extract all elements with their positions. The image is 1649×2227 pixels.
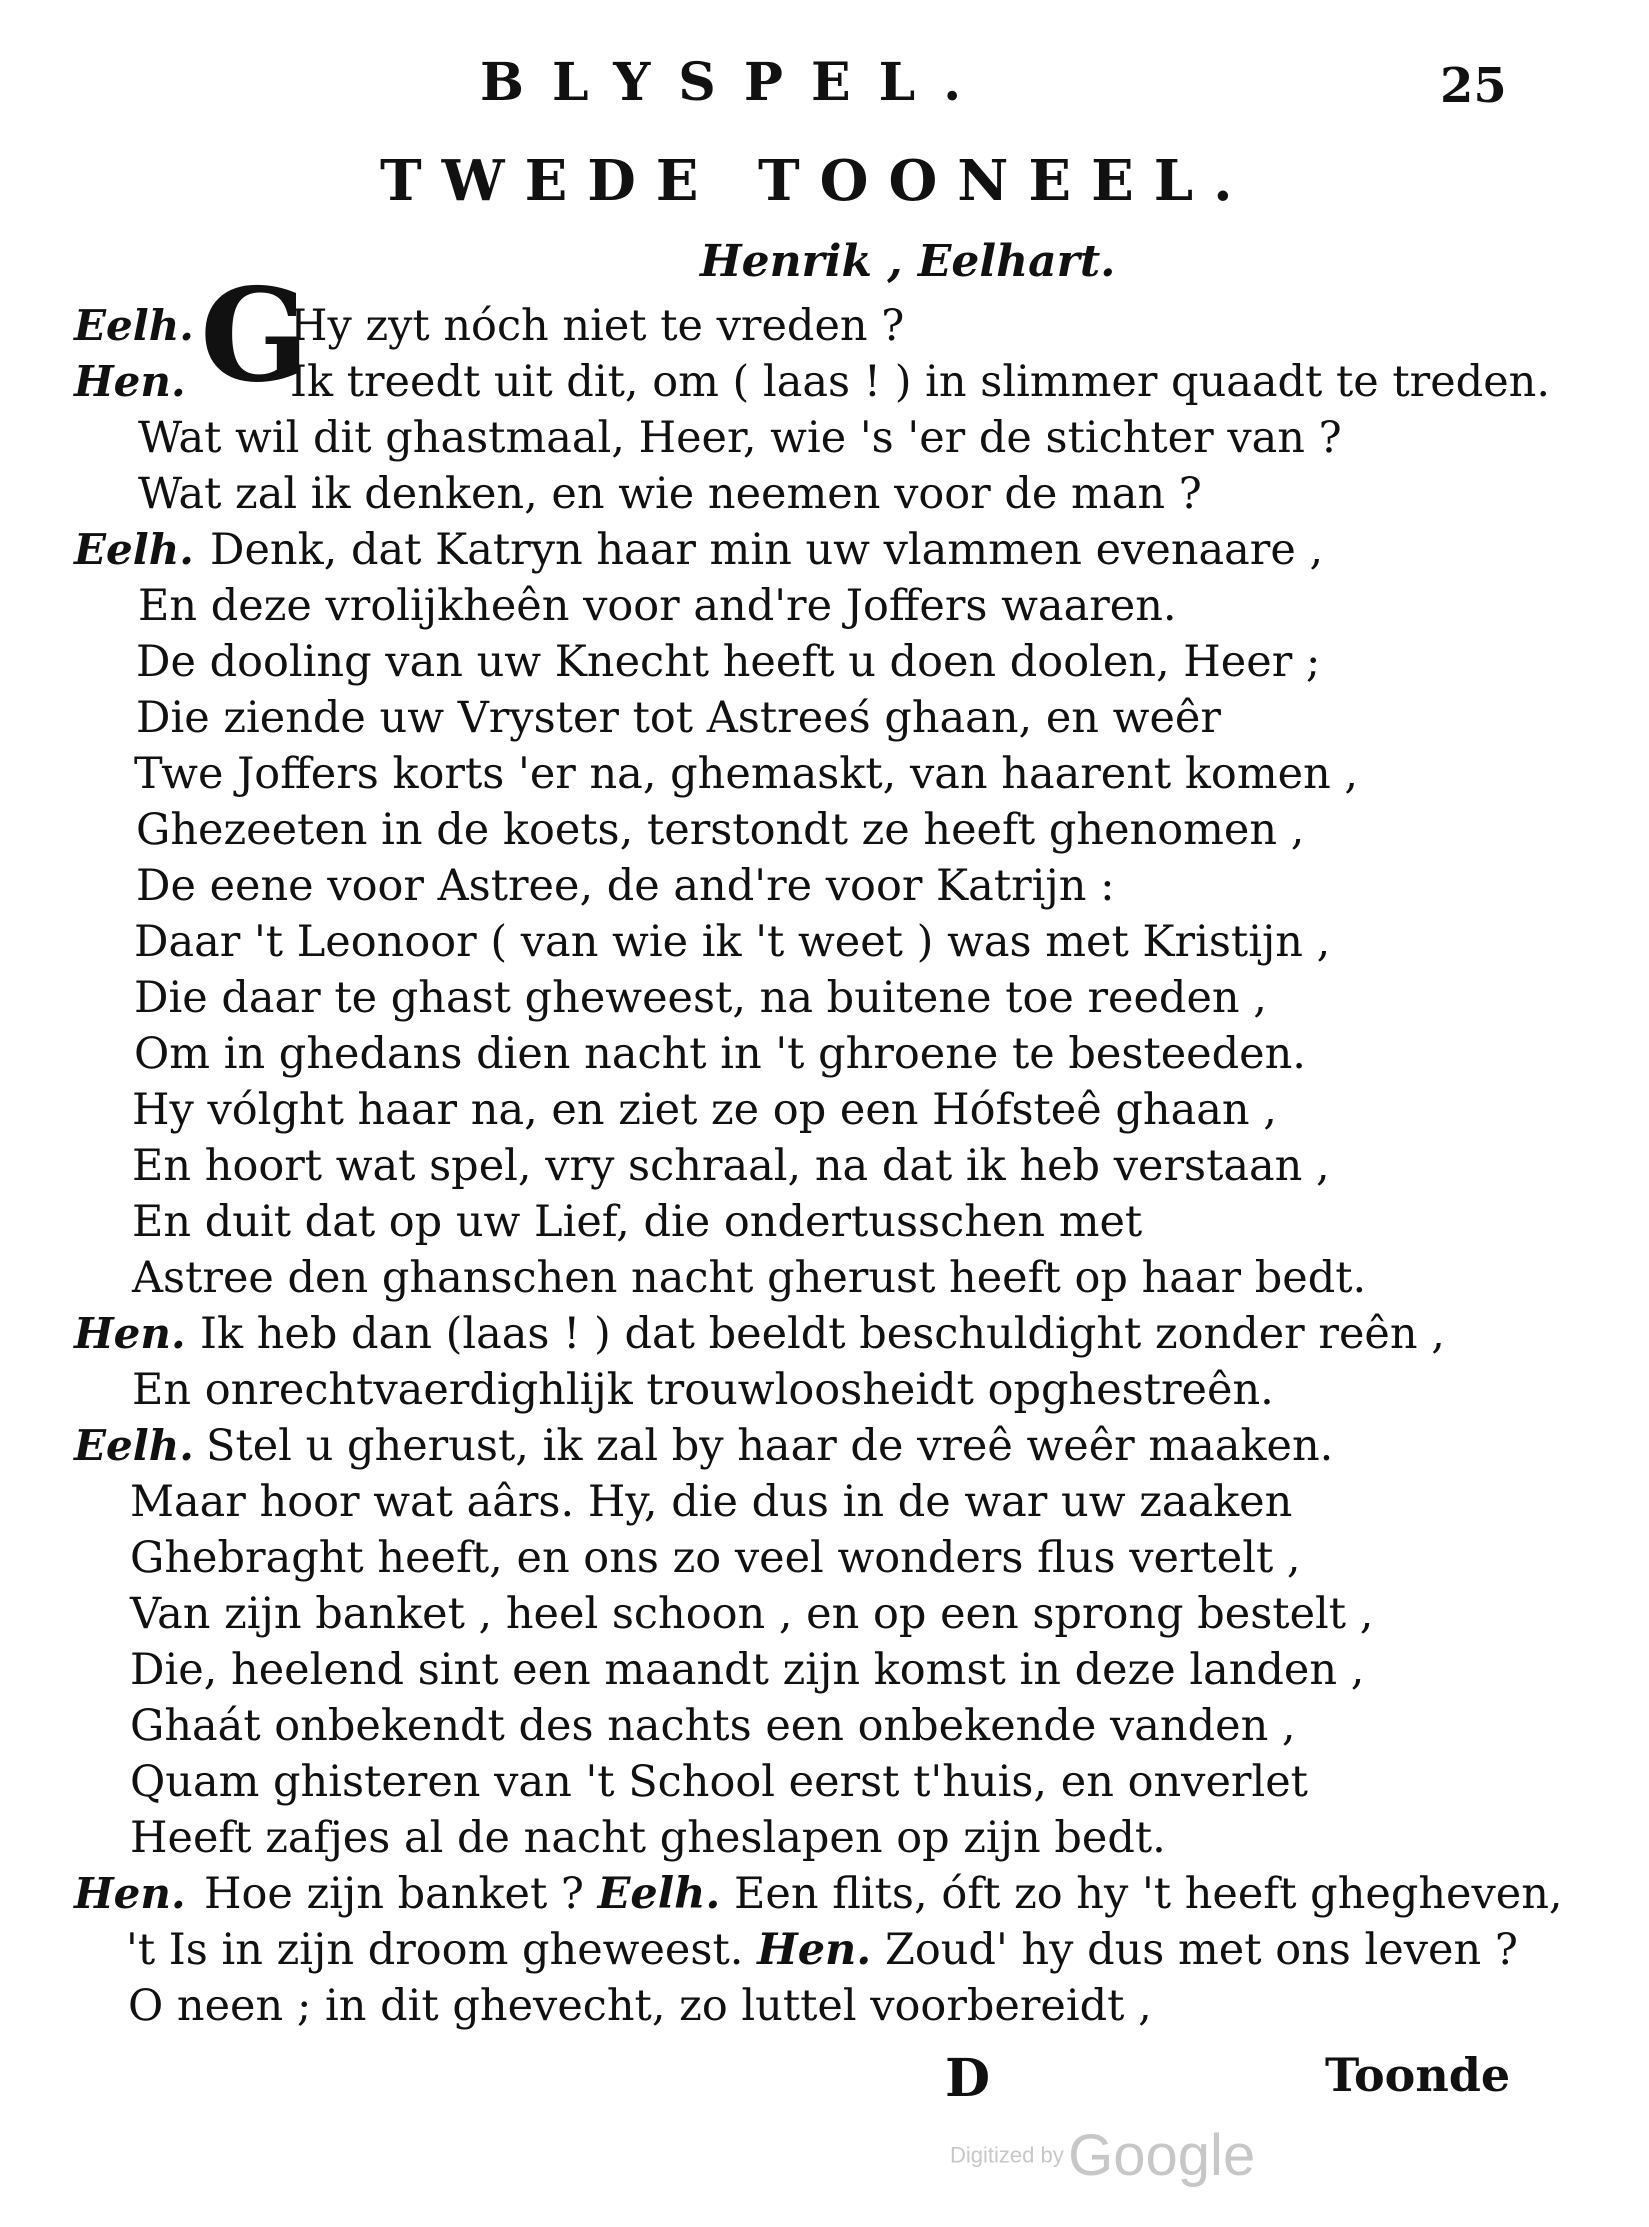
verse-line [0, 1642, 1600, 1698]
verse-text-part: Hoe zijn banket ? [204, 1869, 584, 1919]
page-number: 25 [1440, 58, 1507, 114]
verse-text-part: 't Is in zijn droom gheweest. [126, 1925, 744, 1975]
verse-text: Die, heelend sint een maandt zijn komst in deze landen , [130, 1645, 1365, 1695]
drop-cap: G [200, 261, 310, 411]
running-head: BLYSPEL. [480, 52, 990, 113]
verse-line [0, 1082, 1600, 1138]
verse-line [0, 1138, 1600, 1194]
speaker-label: Hen. [74, 1309, 186, 1358]
verse-text: En onrechtvaerdighlijk trouwloosheidt opghestreên. [132, 1365, 1274, 1415]
verse-text: De eene voor Astree, de and're voor Katrijn : [136, 861, 1115, 911]
verse-text: Die ziende uw Vryster tot Astreeś ghaan, en weêr [136, 693, 1221, 743]
verse-line [0, 690, 1600, 746]
speaker-label: Hen. [74, 1869, 186, 1918]
verse-line [0, 1026, 1600, 1082]
verse-line [0, 466, 1600, 522]
speaker-label: Eelh. [74, 1421, 194, 1470]
verse-text-part: Een flits, óft zo hy 't heeft ghegheven, [734, 1869, 1563, 1919]
verse-line [0, 1194, 1600, 1250]
inline-speaker-label: Hen. [757, 1925, 872, 1975]
verse-line [0, 1978, 1600, 2034]
verse-line [0, 1418, 1600, 1474]
verse-text: Die daar te ghast gheweest, na buitene toe reeden , [134, 973, 1267, 1023]
verse-text: Ik treedt uit dit, om ( laas ! ) in slimmer quaadt te treden. [290, 357, 1551, 407]
google-logo: Google [1068, 2123, 1256, 2188]
verse-text: En duit dat op uw Lief, die ondertusschen met [132, 1197, 1143, 1247]
verse-text: Astree den ghanschen nacht gherust heeft op haar bedt. [132, 1253, 1367, 1303]
verse-text: Quam ghisteren van 't School eerst t'huis, en onverlet [130, 1757, 1308, 1807]
verse-text: Denk, dat Katryn haar min uw vlammen evenaare , [210, 525, 1324, 575]
character-list: Henrik , Eelhart. [700, 236, 1116, 287]
verse-line [0, 522, 1600, 578]
verse-text: Ik heb dan (laas ! ) dat beeldt beschuldight zonder reên , [200, 1309, 1445, 1359]
verse-line [0, 1754, 1600, 1810]
verse-text: Daar 't Leonoor ( van wie ik 't weet ) was met Kristijn , [134, 917, 1331, 967]
verse-text: Twe Joffers korts 'er na, ghemaskt, van haarent komen , [134, 749, 1359, 799]
verse-line [0, 1474, 1600, 1530]
verse-text-part: Zoud' hy dus met ons leven ? [884, 1925, 1518, 1975]
verse-line [0, 914, 1600, 970]
verse-text: En hoort wat spel, vry schraal, na dat ik heb verstaan , [132, 1141, 1330, 1191]
verse-text: Hy vólght haar na, en ziet ze op een Hófsteê ghaan , [132, 1085, 1277, 1135]
verse-line [0, 1922, 1600, 1978]
digitized-watermark [950, 2122, 1255, 2189]
verse-text: Maar hoor wat aârs. Hy, die dus in de war uw zaaken [130, 1477, 1293, 1527]
verse-text: Heeft zafjes al de nacht gheslapen op zijn bedt. [130, 1813, 1166, 1863]
verse-line [0, 1250, 1600, 1306]
verse-line [0, 858, 1600, 914]
verse-line [0, 410, 1600, 466]
verse-line [0, 1586, 1600, 1642]
speaker-label: Eelh. [74, 525, 194, 574]
verse-text: Wat wil dit ghastmaal, Heer, wie 's 'er de stichter van ? [138, 413, 1342, 463]
verse-line [0, 634, 1600, 690]
speaker-label: Eelh. [74, 301, 194, 350]
verse-line [0, 1810, 1600, 1866]
scene-title: TWEDE TOONEEL. [380, 148, 1253, 214]
verse-line [0, 578, 1600, 634]
signature-mark: D [945, 2048, 991, 2109]
verse-text: Van zijn banket , heel schoon , en op een sprong bestelt , [130, 1589, 1374, 1639]
verse-line [0, 970, 1600, 1026]
verse-text: Wat zal ik denken, en wie neemen voor de man ? [138, 469, 1202, 519]
verse-line [0, 746, 1600, 802]
verse-text: O neen ; in dit ghevecht, zo luttel voorbereidt , [128, 1981, 1152, 2031]
speaker-label: Hen. [74, 357, 186, 406]
catchword: Toonde [1325, 2048, 1511, 2102]
verse-line [0, 1306, 1600, 1362]
verse-text: Ghezeeten in de koets, terstondt ze heeft ghenomen , [136, 805, 1305, 855]
verse-line [0, 802, 1600, 858]
verse-line [0, 354, 1600, 410]
verse-text: Hy zyt nóch niet te vreden ? [290, 301, 905, 351]
verse-text: En deze vrolijkheên voor and're Joffers waaren. [138, 581, 1177, 631]
verse-line [0, 1866, 1600, 1922]
verse-text: Om in ghedans dien nacht in 't ghroene te besteeden. [134, 1029, 1306, 1079]
verse-text: Ghaát onbekendt des nachts een onbekende vanden , [130, 1701, 1296, 1751]
verse-line [0, 1530, 1600, 1586]
inline-speaker-label: Eelh. [597, 1869, 721, 1919]
verse-text [126, 1922, 1518, 1978]
verse-text: Ghebraght heeft, en ons zo veel wonders flus vertelt , [130, 1533, 1301, 1583]
verse-text: Stel u gherust, ik zal by haar de vreê weêr maaken. [206, 1421, 1334, 1471]
verse-line [0, 1698, 1600, 1754]
verse-line [0, 1362, 1600, 1418]
verse-text: De dooling van uw Knecht heeft u doen doolen, Heer ; [136, 637, 1321, 687]
watermark-prefix: Digitized by [950, 2142, 1064, 2168]
verse-text [204, 1866, 1563, 1922]
verse-line [0, 298, 1600, 354]
